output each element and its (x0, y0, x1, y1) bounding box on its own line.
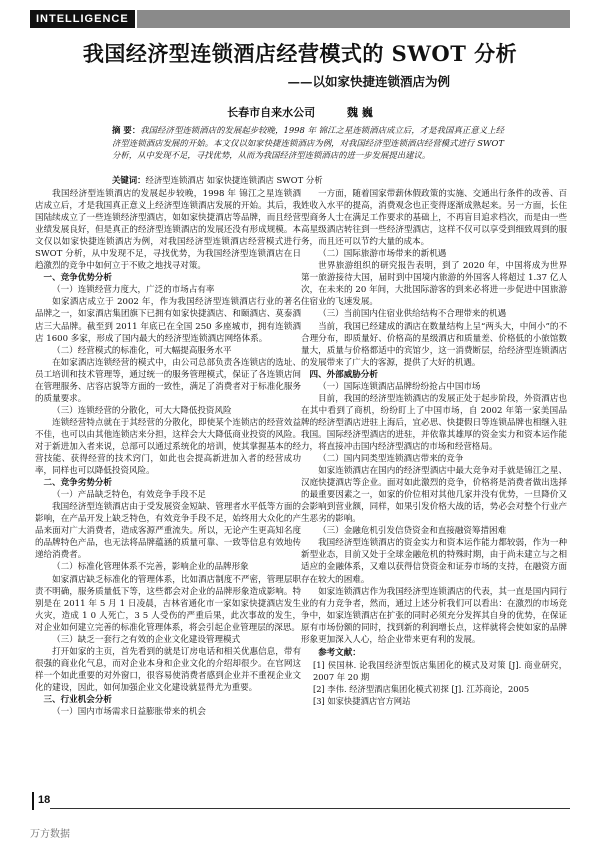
subsection-heading: （三）当前国内住宿业供给结构不合理带来的机遇 (318, 309, 507, 320)
keywords-text: 经济型连锁酒店 如家快捷连锁酒店 SWOT 分析 (145, 175, 323, 185)
byline (30, 104, 570, 120)
paragraph: 世界旅游组织的研究报告表明，到了 2020 年，中国将成为世界第一旅游接待大国，届时到中国境内旅游的外国客人将超过 1.37 亿人次，在未来的 20 年间，大批国际游客的到来必将进一步促进中国旅游住宿业的飞速发展。 (301, 261, 567, 308)
reference-item: [1] 侯国林. 论我国经济型饭店集团化的模式及对策 [J]. 商业研究，2007 年 20 期 (313, 659, 567, 682)
subsection-heading: （三）缺乏一套行之有效的企业文化建设管理模式 (52, 634, 241, 645)
paragraph: 目前，我国的经济型连锁酒店的发展正处于起步阶段，外资酒店也在其中看到了商机，纷纷盯上了中国市场，自 2002 年第一家美国品牌的经济型酒店进驻上海后，宜必思、快捷假日等连锁品牌也相继入驻我国。国际经济型酒店的进驻，并依靠其雄厚的资金实力和资本运作能力，将直接冲击国内经济型酒店的市场和经营格局。 (301, 393, 567, 452)
references-title: 参考文献： (318, 647, 361, 658)
paragraph: 在如家酒店连锁经营的模式中，由公司总部负责各连锁店的选址、员工培训和技术管理等，通过统一的服务管理模式，保证了各连锁店间在管理服务、店容店貌等方面的一致性，满足了消费者对于标准化服务的质量要求。 (35, 357, 301, 404)
article-title: 我国经济型连锁酒店经营模式的 SWOT 分析 (82, 41, 518, 66)
header-rule (137, 10, 570, 28)
section-heading: 三、行业机会分析 (43, 694, 112, 705)
paragraph: 我国经济型连锁酒店由于受发展资金短缺、管理者水平低等方面的影响，在产品开发上缺乏特色，有效竞争手段不足，始终用大众化的产品来面对广大消费者，造成客源严重流失。所以，无论产生更高知名度的品牌特色产品，也无法将品牌蕴涵的质量可靠、一致等信息有效地传递给消费者。 (35, 502, 301, 561)
section-label: INTELLIGENCE (30, 10, 135, 28)
body-column-left (35, 188, 301, 790)
paragraph: 如家连锁酒店在国内的经济型酒店中最大竞争对手就是锦江之星、汉庭快捷酒店等企业。面对如此激烈的竞争，价格将是消费者做出选择的最重要因素之一，如家的价位相对其他几家并没有优势，一旦降价又会影响到营业额，同样，如果引发价格大战的话，势必会对整个行业产生恶劣的影响。 (301, 466, 567, 525)
paragraph: 我国经济型连锁酒店的资金实力和资本运作能力都较弱，作为一种新型业态，目前又处于全球金融危机的特殊时期，由于尚未建立与之相适应的金融体系，又难以获得信贷资金和证券市场的支持，在融资方面存在较大的困难。 (301, 538, 567, 585)
subsection-heading: （一）国内市场需求日益膨胀带来的机会 (52, 707, 206, 718)
page-number: 18 (38, 794, 51, 806)
paragraph: 如家酒店缺乏标准化的管理体系，比如酒店制度不严密，管理层职责不明确，服务质量低下等，这些都会对企业的品牌形象造成影响。特别是在 2011 年 5 月 1 日凌晨，吉林省通化市一家如家快捷酒店发生火灾，造成 1 0 人死亡，3 5 人受伤的严重后果，此次事故的发生，对企业如何建立完善的标准化管理体系，将会引起企业管理层的深思。 (35, 574, 301, 633)
footer-rule (50, 808, 570, 809)
subsection-heading: （一）产品缺乏特色，有效竞争手段不足 (52, 490, 206, 501)
subsection-heading: （三）连锁经营的分散化，可大大降低投资风险 (52, 405, 232, 416)
keywords-label: 关键词： (112, 175, 146, 185)
subsection-heading: （一）国际连锁酒店品牌纷纷抢占中国市场 (318, 381, 481, 392)
subsection-heading: （二）国内同类型连锁酒店带来的竞争 (318, 454, 464, 465)
subsection-heading: （二）标准化管理体系不完善，影响企业的品牌形象 (52, 562, 249, 573)
abstract (112, 124, 504, 162)
header-band (30, 10, 570, 28)
paragraph: 打开如家的主页，首先看到的就是订房电话和相关优惠信息，带有很强的商业化气息，而对企业本身和企业文化的介绍却很少。在官网这样一个如此重要的对外窗口，很容易使消费者感到企业并不重视企业文化的建设，因此，如何加强企业文化建设就显得尤为重要。 (35, 646, 301, 693)
reference-item: [2] 李伟. 经济型酒店集团化模式初探 [J]. 江苏商论，2005 (313, 683, 530, 694)
abstract-text: 我国经济型连锁酒店的发展起步较晚，1998 年 锦江之星连锁酒店成立后，才是我国真正意义上经济型连锁酒店发展的开始。本文仅以如家快捷连锁酒店为例，对我国经济型连锁酒店经营模式进行 SWOT 分析，从中发现不足，寻找优势，从而为我国经济型连锁酒店的进一步发展提出建议。 (112, 125, 504, 161)
subsection-heading: （一）连锁经营力度大，广泛的市场占有率 (52, 285, 215, 296)
affiliation: 长春市自来水公司 (227, 106, 316, 119)
subsection-heading: （二）国际旅游市场带来的新机遇 (318, 249, 447, 260)
paragraph: 如家酒店成立于 2002 年，作为我国经济型连锁酒店行业的著名品牌之一，如家酒店集团旗下已拥有如家快捷酒店、和颐酒店、莫泰酒店三大品牌。截至到 2011 年底已在全国 250 多座城市，拥有连锁酒店 1600 多家，形成了国内最大的经济型连锁酒店网络体系。 (35, 297, 301, 344)
reference-item: [3] 如家快捷酒店官方网站 (313, 695, 411, 706)
author-name: 魏 巍 (347, 106, 373, 119)
subsection-heading: （二）经营模式的标准化，可大幅提高服务水平 (52, 345, 232, 356)
paragraph: 我国经济型连锁酒店的发展起步较晚，1998 年 锦江之星连锁酒店成立后，才是我国真正意义上经济型连锁酒店发展的开始。其后，我国陆续成立了一些连锁经济型酒店，如如家快捷酒店等品牌，而且经营业绩发展良好，但是真正的经济型连锁酒店的发展还没有形成规模。本文仅以如家快捷连锁酒店为例，对我国经济型连锁酒店经营模式进行 SWOT 分析，从中发现不足，寻找优势，为我国经济型连锁酒店在日趋激烈的竞争中如何立于不败之地找寻对策。 (35, 189, 301, 272)
paragraph: 如家连锁酒店作为我国经济型连锁酒店的代表，其一直是国内同行业的有力竞争者，然而，通过上述分析我们可以看出：在激烈的市场竞争中，如家连锁酒店在扩张的同时必须充分发挥其自身的优势，在保证原有市场份额的同时，找到新的利润增长点，这样就将会使如家的品牌形象更加深入人心，给企业带来更有利的发展。 (301, 586, 567, 645)
paragraph: 当前，我国已经建成的酒店在数量结构上呈“两头大，中间小”的不合理分布，即质量好、价格高的星级酒店和质量差、价格低的小旅馆数量大，质量与价格都适中的宾馆少，这一消费断层，给经济型连锁酒店的发展带来了广大的客源，提供了大好的机遇。 (301, 321, 567, 368)
abstract-label: 摘 要： (112, 125, 141, 135)
paragraph: 连锁经营特点就在于其经营的分散化，即使某个连锁店的经营效益不佳，也可以由其他连锁店来分担，这样会大大降低商业投资的风险。对于新进加入者来说，总部可以通过系统化的培训，使其掌握基本的经营技能、获得经营的技术窍门，如此也会提高新进加入者的经营成功率，同样也可以降低投资风险。 (35, 417, 301, 477)
subsection-heading: （三）金融危机引发信贷资金和直接融资筹措困难 (318, 526, 507, 537)
article-subtitle: ——以如家快捷连锁酒店为例 (287, 74, 450, 89)
section-heading: 四、外部威胁分析 (309, 369, 378, 380)
keywords (112, 174, 504, 186)
source-watermark: 万方数据 (30, 829, 70, 840)
section-heading: 一、竞争优势分析 (43, 273, 112, 284)
body-column-right (301, 188, 567, 790)
section-heading: 二、竞争劣势分析 (43, 478, 112, 489)
paragraph: 一方面，随着国家带薪休假政策的实施、交通出行条件的改善、百姓收入水平的提高，消费观念也正变得逐渐成熟起来。另一方面，长住型商务人士在满足工作要求的基础上，不再盲目追求档次，而是由一些高星级酒店转往到一些经济型酒店，这样不仅可以享受到细致周到的服务，而且还可以节约大量的成本。 (301, 189, 567, 248)
